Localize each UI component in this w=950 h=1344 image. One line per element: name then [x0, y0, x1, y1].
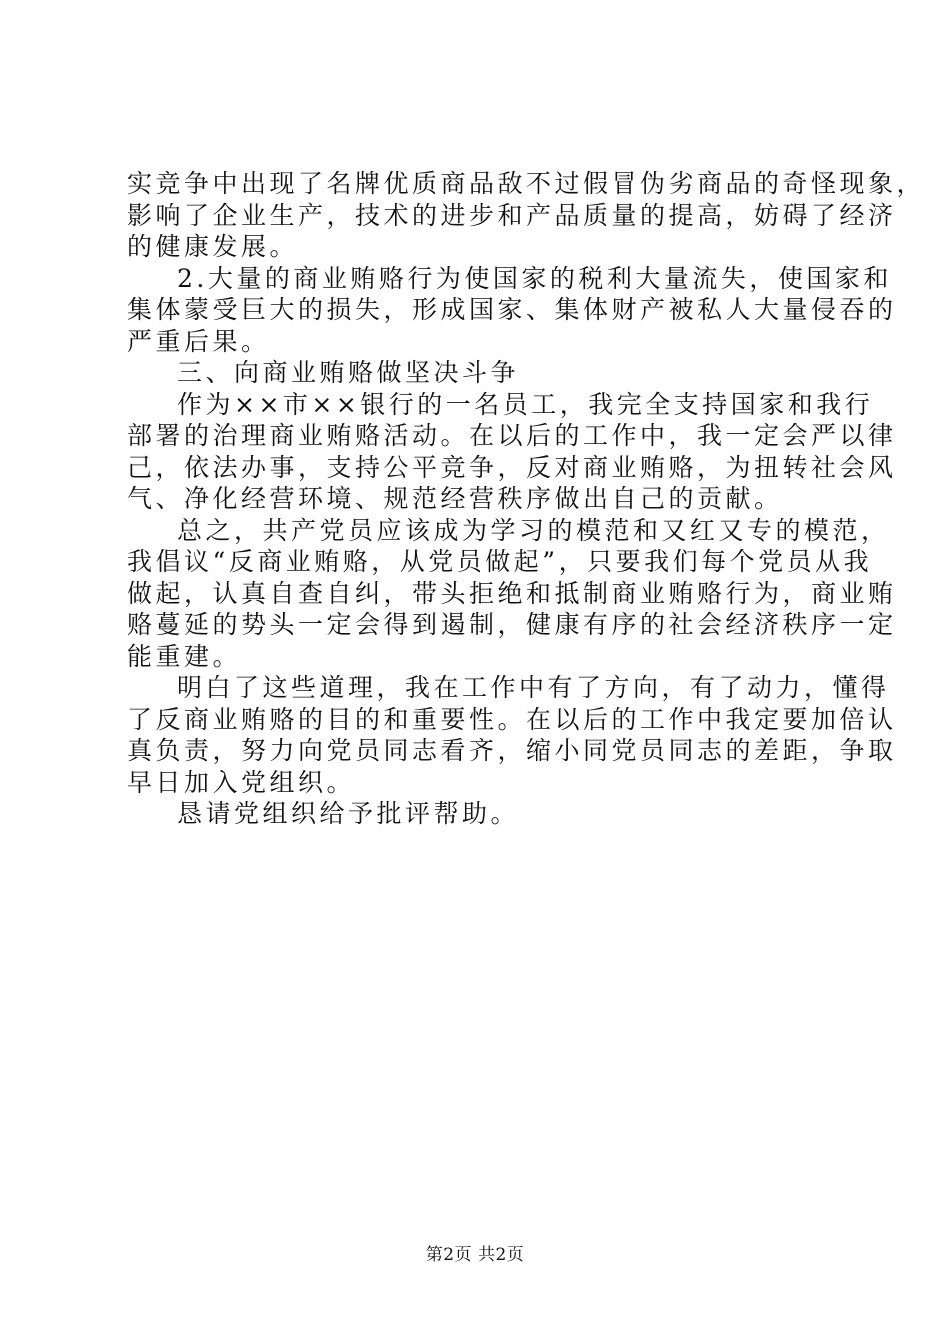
document-body: [127, 168, 926, 830]
text-line: 严重后果。: [127, 326, 270, 356]
text-line: 真负责，努力向党员同志看齐，缩小同党员同志的差距，争取: [127, 736, 897, 765]
text-line: 气、净化经营环境、规范经营秩序做出自己的贡献。: [127, 484, 783, 513]
text-line: 赂蔓延的势头一定会得到遏制，健康有序的社会经济秩序一定: [127, 610, 897, 639]
text-line: 我倡议“反商业贿赂，从党员做起”，只要我们每个党员从我: [127, 547, 873, 576]
text-line: 三、向商业贿赂做坚决斗争: [177, 358, 520, 387]
text-line: 总之，共产党员应该成为学习的模范和又红又专的模范，: [177, 515, 890, 545]
text-line: 了反商业贿赂的目的和重要性。在以后的工作中我定要加倍认: [127, 704, 897, 734]
text-line: 早日加入党组织。: [127, 767, 356, 797]
text-line: 做起，认真自查自纠，带头拒绝和抵制商业贿赂行为，商业贿: [127, 578, 897, 608]
text-line: 恳请党组织给予批评帮助。: [177, 799, 520, 828]
text-line: 影响了企业生产，技术的进步和产品质量的提高，妨碍了经济: [127, 200, 897, 230]
page-footer: 第2页 共2页: [425, 1245, 525, 1265]
text-line: 2.大量的商业贿赂行为使国家的税利大量流失，使国家和: [177, 263, 892, 293]
text-line: 实竞争中出现了名牌优质商品敌不过假冒伪劣商品的奇怪现象，: [127, 169, 926, 198]
text-line: 能重建。: [127, 641, 242, 671]
text-line: 己，依法办事，支持公平竞争，反对商业贿赂，为扭转社会风: [127, 452, 897, 482]
text-line: 部署的治理商业贿赂活动。在以后的工作中，我一定会严以律: [127, 421, 897, 450]
text-line: 的健康发展。: [127, 232, 299, 261]
text-line: 作为××市××银行的一名员工，我完全支持国家和我行: [177, 389, 874, 419]
text-line: 集体蒙受巨大的损失，形成国家、集体财产被私人大量侵吞的: [127, 295, 897, 324]
text-line: 明白了这些道理，我在工作中有了方向，有了动力，懂得: [177, 673, 890, 702]
